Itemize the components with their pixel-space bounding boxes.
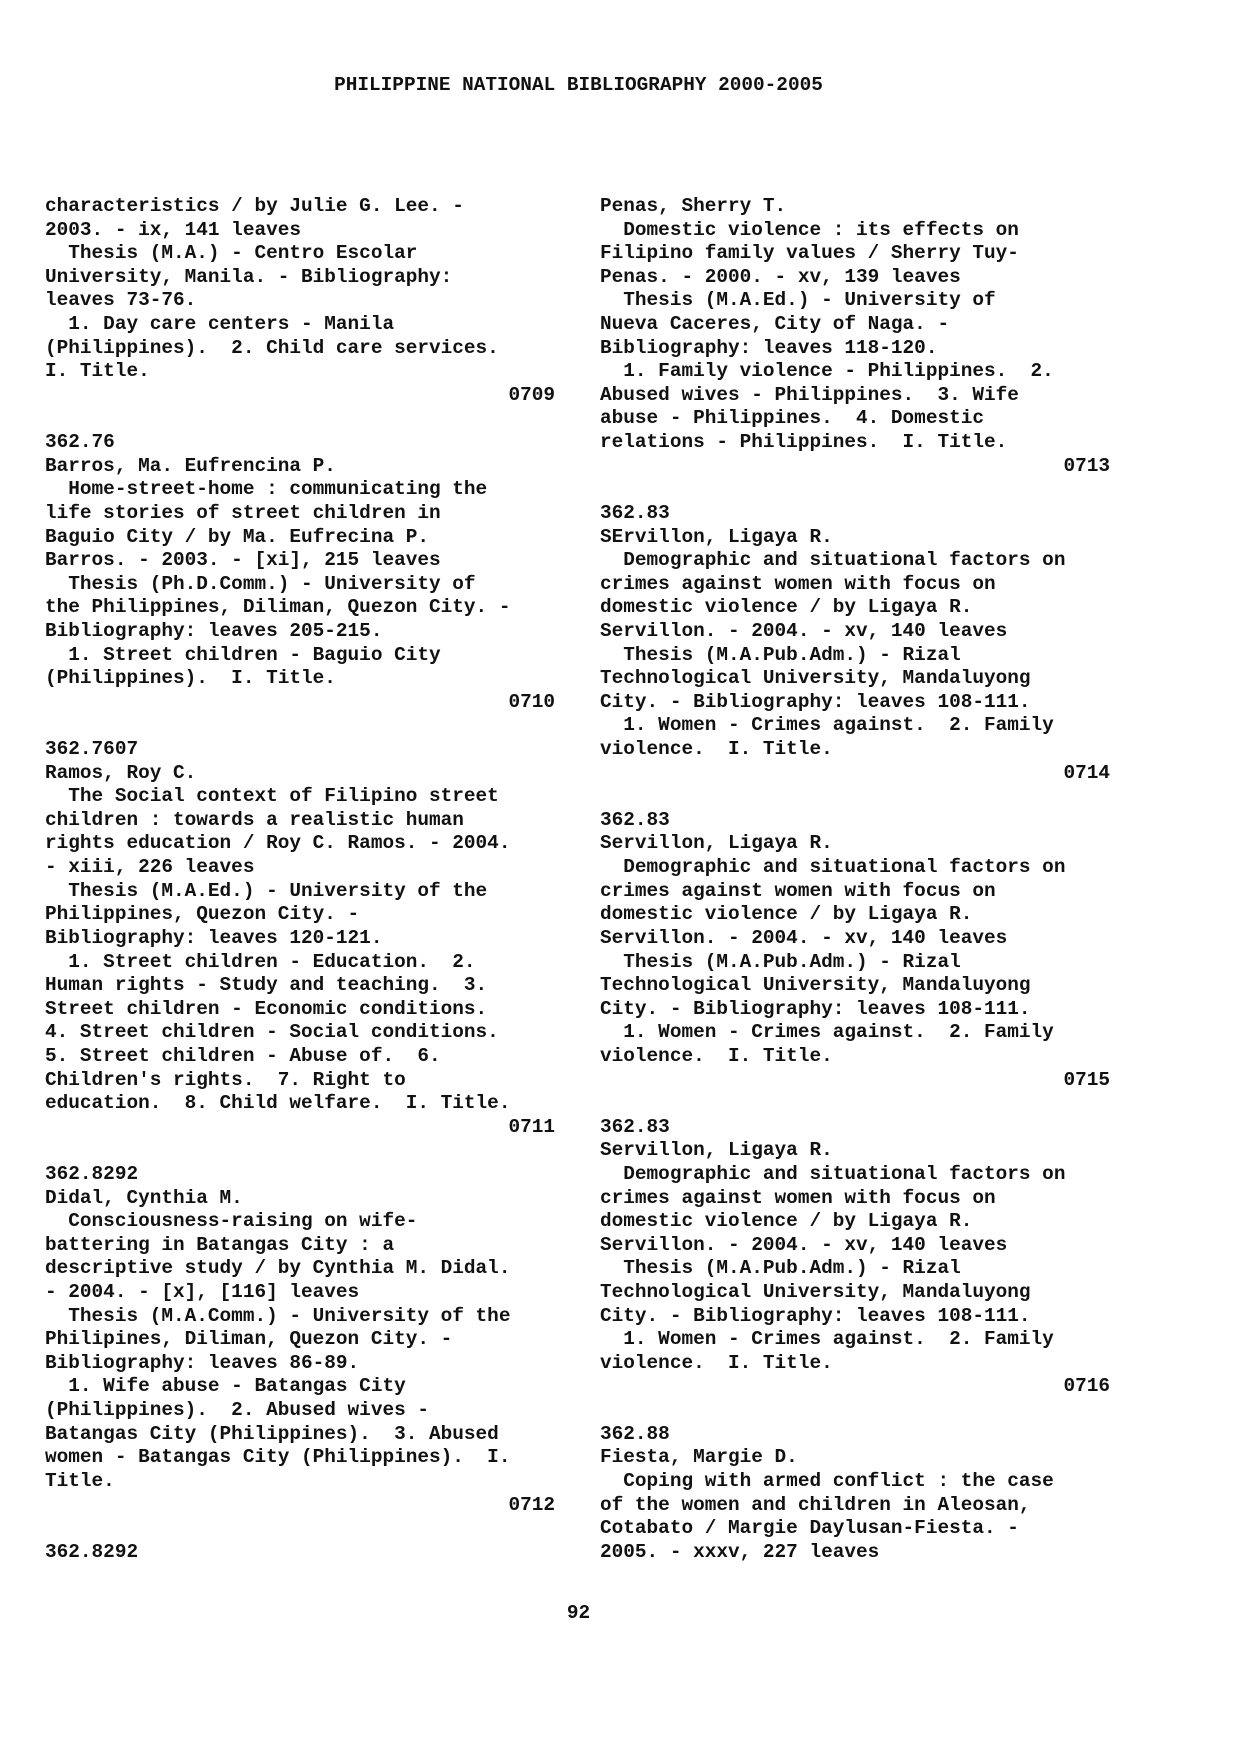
entry-text-line: Servillon. - 2004. - xv, 140 leaves bbox=[600, 926, 1008, 949]
entry-text-line: Cotabato / Margie Daylusan-Fiesta. - bbox=[600, 1517, 1019, 1540]
running-header: PHILIPPINE NATIONAL BIBLIOGRAPHY 2000-2005 bbox=[334, 74, 823, 96]
entry-text-line: abuse - Philippines. 4. Domestic bbox=[600, 407, 984, 430]
entry-text-line: crimes against women with focus on bbox=[600, 572, 996, 595]
entry-text-line: I. Title. bbox=[45, 360, 150, 383]
entry-text-line: Street children - Economic conditions. bbox=[45, 997, 488, 1020]
entry-text-line: SErvillon, Ligaya R. bbox=[600, 525, 833, 548]
classification-number: 362.8292 bbox=[45, 1162, 139, 1185]
entry-text-line: leaves 73-76. bbox=[45, 289, 197, 312]
entry-text-line: Penas. - 2000. - xv, 139 leaves bbox=[600, 265, 961, 288]
entry-text-line: Thesis (M.A.Pub.Adm.) - Rizal bbox=[600, 950, 961, 973]
entry-text-line: Batangas City (Philippines). 3. Abused bbox=[45, 1422, 499, 1445]
entry-text-line: 4. Street children - Social conditions. bbox=[45, 1021, 499, 1044]
entry-text-line: Title. bbox=[45, 1469, 115, 1492]
entry-text-line: violence. I. Title. bbox=[600, 1351, 833, 1374]
entry-text-line: 1. Wife abuse - Batangas City bbox=[45, 1375, 406, 1398]
right-column bbox=[600, 195, 1110, 1564]
entry-text-line: Technological University, Mandaluyong bbox=[600, 667, 1031, 690]
entry-text-line: education. 8. Child welfare. I. Title. bbox=[45, 1092, 511, 1115]
entry-number: 0712 bbox=[508, 1493, 555, 1516]
entry-text-line: Technological University, Mandaluyong bbox=[600, 974, 1031, 997]
classification-number: 362.76 bbox=[45, 431, 115, 454]
classification-number: 362.7607 bbox=[45, 738, 139, 761]
classification-number: 362.83 bbox=[600, 501, 670, 524]
entry-text-line: domestic violence / by Ligaya R. bbox=[600, 903, 973, 926]
entry-text-line: Thesis (Ph.D.Comm.) - University of bbox=[45, 572, 476, 595]
entry-text-line: of the women and children in Aleosan, bbox=[600, 1493, 1031, 1516]
entry-text-line: Barros, Ma. Eufrencina P. bbox=[45, 454, 336, 477]
entry-number: 0716 bbox=[1063, 1375, 1110, 1398]
entry-text-line: Consciousness-raising on wife- bbox=[45, 1210, 418, 1233]
entry-text-line: (Philippines). 2. Abused wives - bbox=[45, 1399, 429, 1422]
entry-text-line: rights education / Roy C. Ramos. - 2004. bbox=[45, 832, 511, 855]
blank-line bbox=[600, 1092, 1110, 1116]
entry-text-line: Filipino family values / Sherry Tuy- bbox=[600, 242, 1019, 265]
entry-text-line: violence. I. Title. bbox=[600, 738, 833, 761]
entry-text-line: Home-street-home : communicating the bbox=[45, 478, 488, 501]
entry-text-line: crimes against women with focus on bbox=[600, 1186, 996, 1209]
entry-text-line: Didal, Cynthia M. bbox=[45, 1186, 243, 1209]
entry-text-line: - xiii, 226 leaves bbox=[45, 856, 255, 879]
entry-text-line: Servillon. - 2004. - xv, 140 leaves bbox=[600, 1233, 1008, 1256]
entry-text-line: (Philippines). I. Title. bbox=[45, 667, 336, 690]
classification-number: 362.88 bbox=[600, 1422, 670, 1445]
blank-line bbox=[45, 1517, 555, 1541]
entry-text-line: City. - Bibliography: leaves 108-111. bbox=[600, 1304, 1031, 1327]
entry-text-line: Technological University, Mandaluyong bbox=[600, 1281, 1031, 1304]
entry-text-line: women - Batangas City (Philippines). I. bbox=[45, 1446, 511, 1469]
blank-line bbox=[45, 714, 555, 738]
entry-text-line: 5. Street children - Abuse of. 6. bbox=[45, 1044, 441, 1067]
entry-text-line: Thesis (M.A.) - Centro Escolar bbox=[45, 242, 418, 265]
classification-number: 362.83 bbox=[600, 1115, 670, 1138]
page-number: 92 bbox=[566, 1602, 591, 1624]
entry-text-line: Servillon, Ligaya R. bbox=[600, 832, 833, 855]
entry-text-line: Thesis (M.A.Ed.) - University of the bbox=[45, 879, 488, 902]
entry-text-line: University, Manila. - Bibliography: bbox=[45, 265, 453, 288]
blank-line bbox=[45, 1139, 555, 1163]
entry-text-line: Servillon. - 2004. - xv, 140 leaves bbox=[600, 619, 1008, 642]
entry-text-line: Barros. - 2003. - [xi], 215 leaves bbox=[45, 549, 441, 572]
entry-text-line: Demographic and situational factors on bbox=[600, 856, 1066, 879]
entry-number: 0710 bbox=[508, 690, 555, 713]
entry-text-line: descriptive study / by Cynthia M. Didal. bbox=[45, 1257, 511, 1280]
entry-text-line: Human rights - Study and teaching. 3. bbox=[45, 974, 488, 997]
entry-text-line: 1. Women - Crimes against. 2. Family bbox=[600, 1328, 1054, 1351]
entry-text-line: 1. Day care centers - Manila bbox=[45, 313, 395, 336]
entry-text-line: Philipines, Diliman, Quezon City. - bbox=[45, 1328, 453, 1351]
entry-text-line: Thesis (M.A.Ed.) - University of bbox=[600, 289, 996, 312]
entry-text-line: 2005. - xxxv, 227 leaves bbox=[600, 1540, 880, 1563]
entry-text-line: domestic violence / by Ligaya R. bbox=[600, 1210, 973, 1233]
entry-text-line: violence. I. Title. bbox=[600, 1044, 833, 1067]
entry-text-line: battering in Batangas City : a bbox=[45, 1233, 395, 1256]
entry-text-line: Bibliography: leaves 86-89. bbox=[45, 1351, 360, 1374]
entry-text-line: characteristics / by Julie G. Lee. - bbox=[45, 195, 464, 217]
entry-text-line: Thesis (M.A.Pub.Adm.) - Rizal bbox=[600, 643, 961, 666]
entry-text-line: life stories of street children in bbox=[45, 501, 441, 524]
entry-text-line: Children's rights. 7. Right to bbox=[45, 1068, 406, 1091]
entry-text-line: 1. Family violence - Philippines. 2. bbox=[600, 360, 1054, 383]
entry-text-line: crimes against women with focus on bbox=[600, 879, 996, 902]
entry-text-line: Servillon, Ligaya R. bbox=[600, 1139, 833, 1162]
entry-text-line: Penas, Sherry T. bbox=[600, 195, 787, 217]
entry-text-line: City. - Bibliography: leaves 108-111. bbox=[600, 997, 1031, 1020]
entry-number: 0714 bbox=[1063, 761, 1110, 784]
entry-text-line: Bibliography: leaves 118-120. bbox=[600, 336, 938, 359]
blank-line bbox=[600, 785, 1110, 809]
entry-text-line: 2003. - ix, 141 leaves bbox=[45, 218, 301, 241]
entry-text-line: Ramos, Roy C. bbox=[45, 761, 197, 784]
entry-text-line: relations - Philippines. I. Title. bbox=[600, 431, 1008, 454]
entry-text-line: Thesis (M.A.Comm.) - University of the bbox=[45, 1304, 511, 1327]
entry-number: 0711 bbox=[508, 1115, 555, 1138]
entry-number: 0713 bbox=[1063, 454, 1110, 477]
blank-line bbox=[600, 478, 1110, 502]
classification-number: 362.83 bbox=[600, 808, 670, 831]
entry-text-line: 1. Street children - Baguio City bbox=[45, 643, 441, 666]
entry-number: 0709 bbox=[508, 383, 555, 406]
entry-text-line: Demographic and situational factors on bbox=[600, 549, 1066, 572]
entry-text-line: 1. Women - Crimes against. 2. Family bbox=[600, 714, 1054, 737]
entry-text-line: the Philippines, Diliman, Quezon City. - bbox=[45, 596, 511, 619]
entry-text-line: Bibliography: leaves 205-215. bbox=[45, 619, 383, 642]
entry-text-line: (Philippines). 2. Child care services. bbox=[45, 336, 499, 359]
classification-number: 362.8292 bbox=[45, 1540, 139, 1563]
blank-line bbox=[45, 407, 555, 431]
entry-text-line: Thesis (M.A.Pub.Adm.) - Rizal bbox=[600, 1257, 961, 1280]
entry-text-line: children : towards a realistic human bbox=[45, 808, 464, 831]
entry-text-line: Baguio City / by Ma. Eufrecina P. bbox=[45, 525, 429, 548]
entry-text-line: - 2004. - [x], [116] leaves bbox=[45, 1281, 360, 1304]
entry-text-line: 1. Street children - Education. 2. bbox=[45, 950, 476, 973]
left-column bbox=[45, 195, 555, 1564]
entry-text-line: Nueva Caceres, City of Naga. - bbox=[600, 313, 950, 336]
blank-line bbox=[600, 1399, 1110, 1423]
entry-text-line: Bibliography: leaves 120-121. bbox=[45, 926, 383, 949]
entry-text-line: 1. Women - Crimes against. 2. Family bbox=[600, 1021, 1054, 1044]
entry-text-line: Demographic and situational factors on bbox=[600, 1162, 1066, 1185]
entry-text-line: Coping with armed conflict : the case bbox=[600, 1469, 1054, 1492]
entry-text-line: Domestic violence : its effects on bbox=[600, 218, 1019, 241]
entry-text-line: domestic violence / by Ligaya R. bbox=[600, 596, 973, 619]
entry-text-line: The Social context of Filipino street bbox=[45, 785, 499, 808]
entry-number: 0715 bbox=[1063, 1068, 1110, 1091]
entry-text-line: Philippines, Quezon City. - bbox=[45, 903, 360, 926]
entry-text-line: Fiesta, Margie D. bbox=[600, 1446, 798, 1469]
entry-text-line: City. - Bibliography: leaves 108-111. bbox=[600, 690, 1031, 713]
entry-text-line: Abused wives - Philippines. 3. Wife bbox=[600, 383, 1019, 406]
